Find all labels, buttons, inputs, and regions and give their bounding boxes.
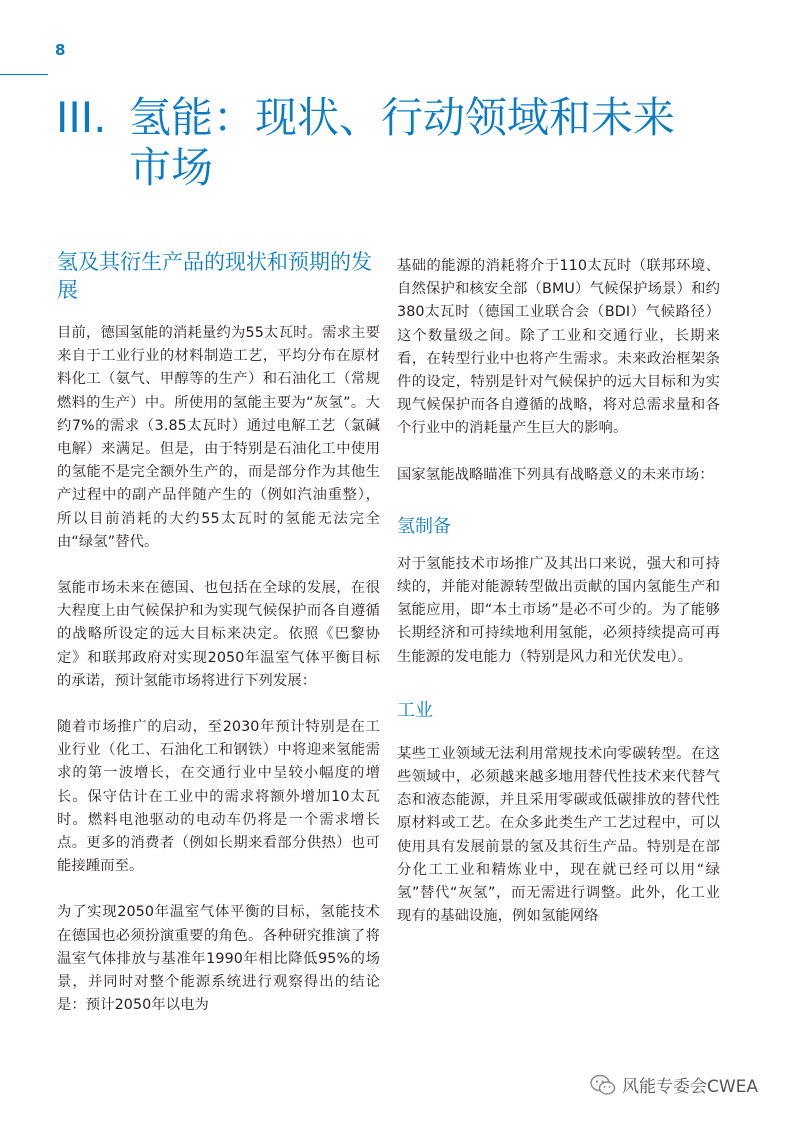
paragraph-market-future: 氢能市场未来在德国、也包括在全球的发展，在很大程度上由气候保护和为实现气候保护而各自遵循的战略所设定的远大目标来决定。依照《巴黎协定》和联邦政府对实现2050年温室气体平衡目标的承诺，预计氢能市场将进行下列发展：	[57, 580, 380, 689]
chapter-title-line1: 氢能：现状、行动领域和未来	[129, 93, 676, 142]
wechat-icon	[590, 1074, 616, 1096]
top-rule	[0, 74, 48, 75]
page-number: 8	[55, 41, 66, 59]
subheading-industry: 工业	[397, 699, 433, 721]
chapter-title-line2: 市场	[129, 143, 214, 192]
section-heading: 氢及其衍生产品的现状和预期的发展	[57, 250, 372, 302]
paragraph-strategy-markets: 国家氢能战略瞄准下列具有战略意义的未来市场：	[397, 466, 714, 483]
chapter-number: III.	[56, 93, 107, 142]
footer-brand-label: 风能专委会CWEA	[622, 1077, 759, 1097]
paragraph-2050-outlook: 为了实现2050年温室气体平衡的目标，氢能技术在德国也必须扮演重要的角色。各种研究推演了将温室气体排放与基准年1990年相比降低95%的场景，并同时对整个能源系统进行观察得出的结论是：预计2050年以电为	[57, 904, 380, 1014]
chapter-title	[56, 93, 756, 193]
paragraph-hydrogen-production: 对于氢能技术市场推广及其出口来说，强大和可持续的，并能对能源转型做出贡献的国内氢能生产和氢能应用，即“本土市场”是必不可少的。为了能够长期经济和可持续地利用氢能，必须持续提高可再生能源的发电能力（特别是风力和光伏发电）。	[397, 555, 720, 665]
left-column	[57, 248, 380, 1017]
paragraph-energy-consumption: 基础的能源的消耗将介于110太瓦时（联邦环境、自然保护和核安全部（BMU）气候保护场景）和约380太瓦时（德国工业联合会（BDI）气候路径）这个数量级之间。除了工业和交通行业，长期来看，在转型行业中也将产生需求。未来政治框架条件的设定，特别是针对气候保护的远大目标和为实现气候保护而各自遵循的战略，将对总需求量和各个行业中的消耗量产生巨大的影响。	[397, 258, 720, 437]
paragraph-current-status: 目前，德国氢能的消耗量约为55太瓦时。需求主要来自于工业行业的材料制造工艺，平均分布在原材料化工（氨气、甲醇等的生产）和石油化工（常规燃料的生产）中。所使用的氢能主要为“灰氢”。大约7%的需求（3.85太瓦时）通过电解工艺（氯碱电解）来满足。但是，由于特别是石油化工中使用的氢能不是完全额外生产的，而是部分作为其他生产过程中的副产品伴随产生的（例如汽油重整），所以目前消耗的大约55太瓦时的氢能无法完全由“绿氢”替代。	[57, 325, 380, 550]
paragraph-industry: 某些工业领域无法利用常规技术向零碳转型。在这些领域中，必须越来越多地用替代性技术来代替气态和液态能源，并且采用零碳或低碳排放的替代性原材料或工艺。在众多此类生产工艺过程中，可以使用具有发展前景的氢及其衍生产品。特别是在部分化工工业和精炼业中，现在就已经可以用“绿氢”替代“灰氢”，而无需进行调整。此外，化工业现有的基础设施，例如氢能网络	[397, 745, 720, 925]
paragraph-2030-outlook: 随着市场推广的启动，至2030年预计特别是在工业行业（化工、石油化工和钢铁）中将迎来氢能需求的第一波增长，在交通行业中呈较小幅度的增长。保守估计在工业中的需求将额外增加10太瓦时。燃料电池驱动的电动车仍将是一个需求增长点。更多的消费者（例如长期来看部分供热）也可能接踵而至。	[57, 719, 380, 875]
footer-brand	[590, 1072, 758, 1097]
subheading-hydrogen-production: 氢制备	[397, 515, 451, 537]
right-column	[397, 255, 720, 928]
